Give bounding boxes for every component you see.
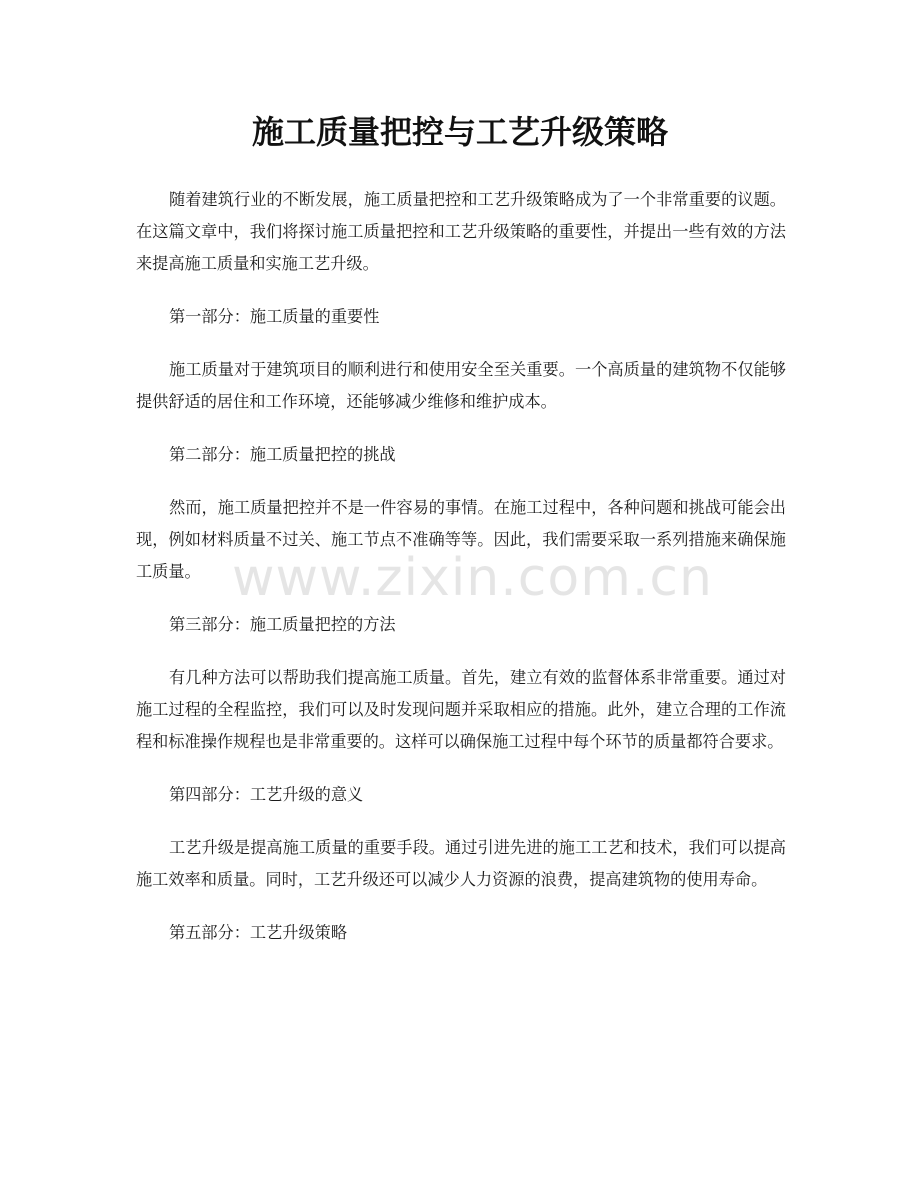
section-heading-2: 第二部分：施工质量把控的挑战 (169, 445, 396, 464)
document-body (136, 184, 786, 970)
section-heading-5: 第五部分：工艺升级策略 (169, 923, 348, 942)
section-heading-4: 第四部分：工艺升级的意义 (169, 785, 364, 804)
section-3-paragraph: 有几种方法可以帮助我们提高施工质量。首先，建立有效的监督体系非常重要。通过对施工过程的全程监控，我们可以及时发现问题并采取相应的措施。此外，建立合理的工作流程和标准操作规程也是非常重要的。这样可以确保施工过程中每个环节的质量都符合要求。 (136, 668, 786, 751)
section-heading-1: 第一部分：施工质量的重要性 (169, 307, 380, 326)
section-2-paragraph: 然而，施工质量把控并不是一件容易的事情。在施工过程中，各种问题和挑战可能会出现，例如材料质量不过关、施工节点不准确等等。因此，我们需要采取一系列措施来确保施工质量。 (136, 498, 786, 581)
section-heading-3: 第三部分：施工质量把控的方法 (169, 615, 396, 634)
intro-paragraph: 随着建筑行业的不断发展，施工质量把控和工艺升级策略成为了一个非常重要的议题。在这篇文章中，我们将探讨施工质量把控和工艺升级策略的重要性，并提出一些有效的方法来提高施工质量和实施工艺升级。 (136, 190, 786, 273)
document-title: 施工质量把控与工艺升级策略 (251, 113, 668, 151)
watermark-text: www.zixin.com.cn (232, 548, 713, 608)
section-1-paragraph: 施工质量对于建筑项目的顺利进行和使用安全至关重要。一个高质量的建筑物不仅能够提供舒适的居住和工作环境，还能够减少维修和维护成本。 (136, 360, 786, 411)
section-4-paragraph: 工艺升级是提高施工质量的重要手段。通过引进先进的施工工艺和技术，我们可以提高施工效率和质量。同时，工艺升级还可以减少人力资源的浪费，提高建筑物的使用寿命。 (136, 838, 786, 889)
